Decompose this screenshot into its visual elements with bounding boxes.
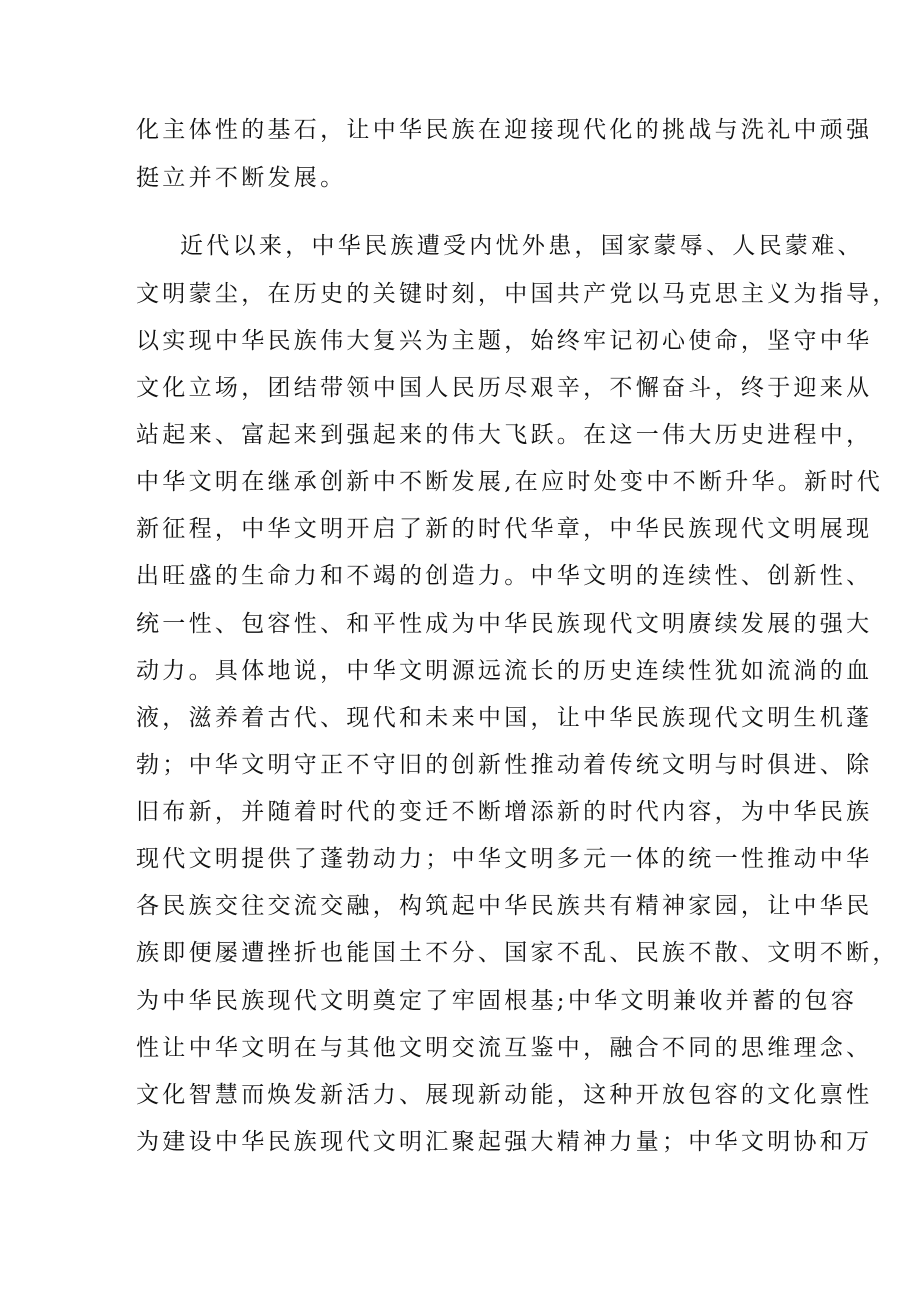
text-line: 性让中华文明在与其他文明交流互鉴中，融合不同的思维理念、 [136,1035,873,1061]
text-line: 为中华民族现代文明奠定了牢固根基;中华文明兼收并蓄的包容 [136,988,858,1014]
text-line: 统一性、包容性、和平性成为中华民族现代文明赓续发展的强大 [136,611,873,637]
text-line: 现代文明提供了蓬勃动力；中华文明多元一体的统一性推动中华 [136,846,873,872]
text-line: 中华文明在继承创新中不断发展,在应时处变中不断升华。新时代 [136,469,884,495]
text-line: 为建设中华民族现代文明汇聚起强大精神力量；中华文明协和万 [136,1129,873,1155]
text-line: 站起来、富起来到强起来的伟大飞跃。在这一伟大历史进程中， [136,422,873,448]
text-line: 文化智慧而焕发新活力、展现新动能，这种开放包容的文化禀性 [136,1082,873,1108]
text-line: 文明蒙尘，在历史的关键时刻，中国共产党以马克思主义为指导， [136,281,899,307]
text-line: 挺立并不断发展。 [136,165,347,191]
text-line: 新征程，中华文明开启了新的时代华章，中华民族现代文明展现 [136,516,873,542]
text-line: 动力。具体地说，中华文明源远流长的历史连续性犹如流淌的血 [136,658,873,684]
text-line: 近代以来，中华民族遭受内忧外患，国家蒙辱、人民蒙难、 [180,233,864,259]
text-line: 旧布新，并随着时代的变迁不断增添新的时代内容，为中华民族 [136,799,873,825]
text-line: 出旺盛的生命力和不竭的创造力。中华文明的连续性、创新性、 [136,563,873,589]
text-line: 文化立场，团结带领中国人民历尽艰辛，不懈奋斗，终于迎来从 [136,375,873,401]
text-line: 各民族交往交流交融，构筑起中华民族共有精神家园，让中华民 [136,893,873,919]
text-line: 液，滋养着古代、现代和未来中国，让中华民族现代文明生机蓬 [136,705,873,731]
text-line: 族即便屡遭挫折也能国土不分、国家不乱、民族不散、文明不断， [136,940,899,966]
text-line: 勃；中华文明守正不守旧的创新性推动着传统文明与时俱进、除 [136,752,873,778]
text-line: 以实现中华民族伟大复兴为主题，始终牢记初心使命，坚守中华 [136,328,873,354]
text-line: 化主体性的基石，让中华民族在迎接现代化的挑战与洗礼中顽强 [136,117,873,143]
